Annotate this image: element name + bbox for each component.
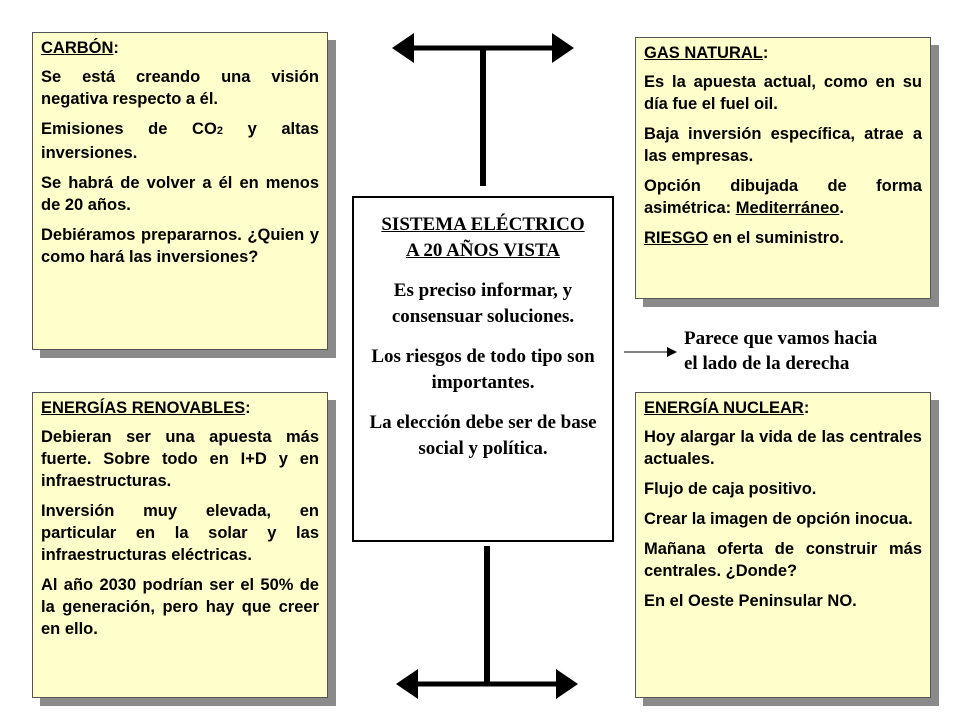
gas-text-3: Opción dibujada de forma asimétrica: Mediterráneo. <box>644 177 922 217</box>
renov-text-2: Inversión muy elevada, en particular en la solar y las infraestructuras eléctricas. <box>41 502 319 564</box>
carbon-text-2: Emisiones de CO2 y altas inversiones. <box>41 120 319 162</box>
center-title: SISTEMA ELÉCTRICO A 20 AÑOS VISTA <box>381 214 585 261</box>
carbon-box <box>32 32 328 350</box>
renewables-box <box>32 392 328 698</box>
nuclear-text-5: En el Oeste Peninsular NO. <box>644 592 857 610</box>
renov-title: ENERGÍAS RENOVABLES: <box>41 399 251 417</box>
gas-text-4: RIESGO en el suministro. <box>644 229 844 247</box>
carbon-title: CARBÓN: <box>41 39 119 57</box>
carbon-text-4: Debiéramos prepararnos. ¿Quien y como hará las inversiones? <box>41 226 319 266</box>
gas-text-2: Baja inversión específica, atrae a las empresas. <box>644 125 922 165</box>
gas-text-1: Es la apuesta actual, como en su día fue el fuel oil. <box>644 73 922 113</box>
center-text-3: La elección debe ser de base social y política. <box>369 412 597 459</box>
center-text-2: Los riesgos de todo tipo son importantes. <box>371 346 595 393</box>
nuclear-box <box>635 392 931 698</box>
top-left-arrowhead <box>392 33 414 63</box>
nuclear-text-3: Crear la imagen de opción inocua. <box>644 510 913 528</box>
top-right-arrowhead <box>552 33 574 63</box>
nuclear-text-2: Flujo de caja positivo. <box>644 480 817 498</box>
nuclear-title: ENERGÍA NUCLEAR: <box>644 399 810 417</box>
bottom-right-arrowhead <box>556 669 578 699</box>
renov-text-3: Al año 2030 podrían ser el 50% de la generación, pero hay que creer en ello. <box>41 576 319 638</box>
bottom-left-arrowhead <box>396 669 418 699</box>
gas-natural-box <box>635 37 931 299</box>
nuclear-text-4: Mañana oferta de construir más centrales. ¿Donde? <box>644 540 922 580</box>
carbon-text-3: Se habrá de volver a él en menos de 20 años. <box>41 174 319 214</box>
note-line-1: Parece que vamos hacia <box>684 328 878 349</box>
gas-title: GAS NATURAL: <box>644 44 769 62</box>
center-text-1: Es preciso informar, y consensuar soluciones. <box>391 280 575 327</box>
renov-text-1: Debieran ser una apuesta más fuerte. Sobre todo en I+D y en infraestructuras. <box>41 428 319 490</box>
nuclear-text-1: Hoy alargar la vida de las centrales actuales. <box>644 428 922 468</box>
center-system-box <box>352 196 614 542</box>
direction-note <box>684 326 877 376</box>
carbon-text-1: Se está creando una visión negativa respecto a él. <box>41 68 319 108</box>
note-line-2: el lado de la derecha <box>684 353 850 374</box>
